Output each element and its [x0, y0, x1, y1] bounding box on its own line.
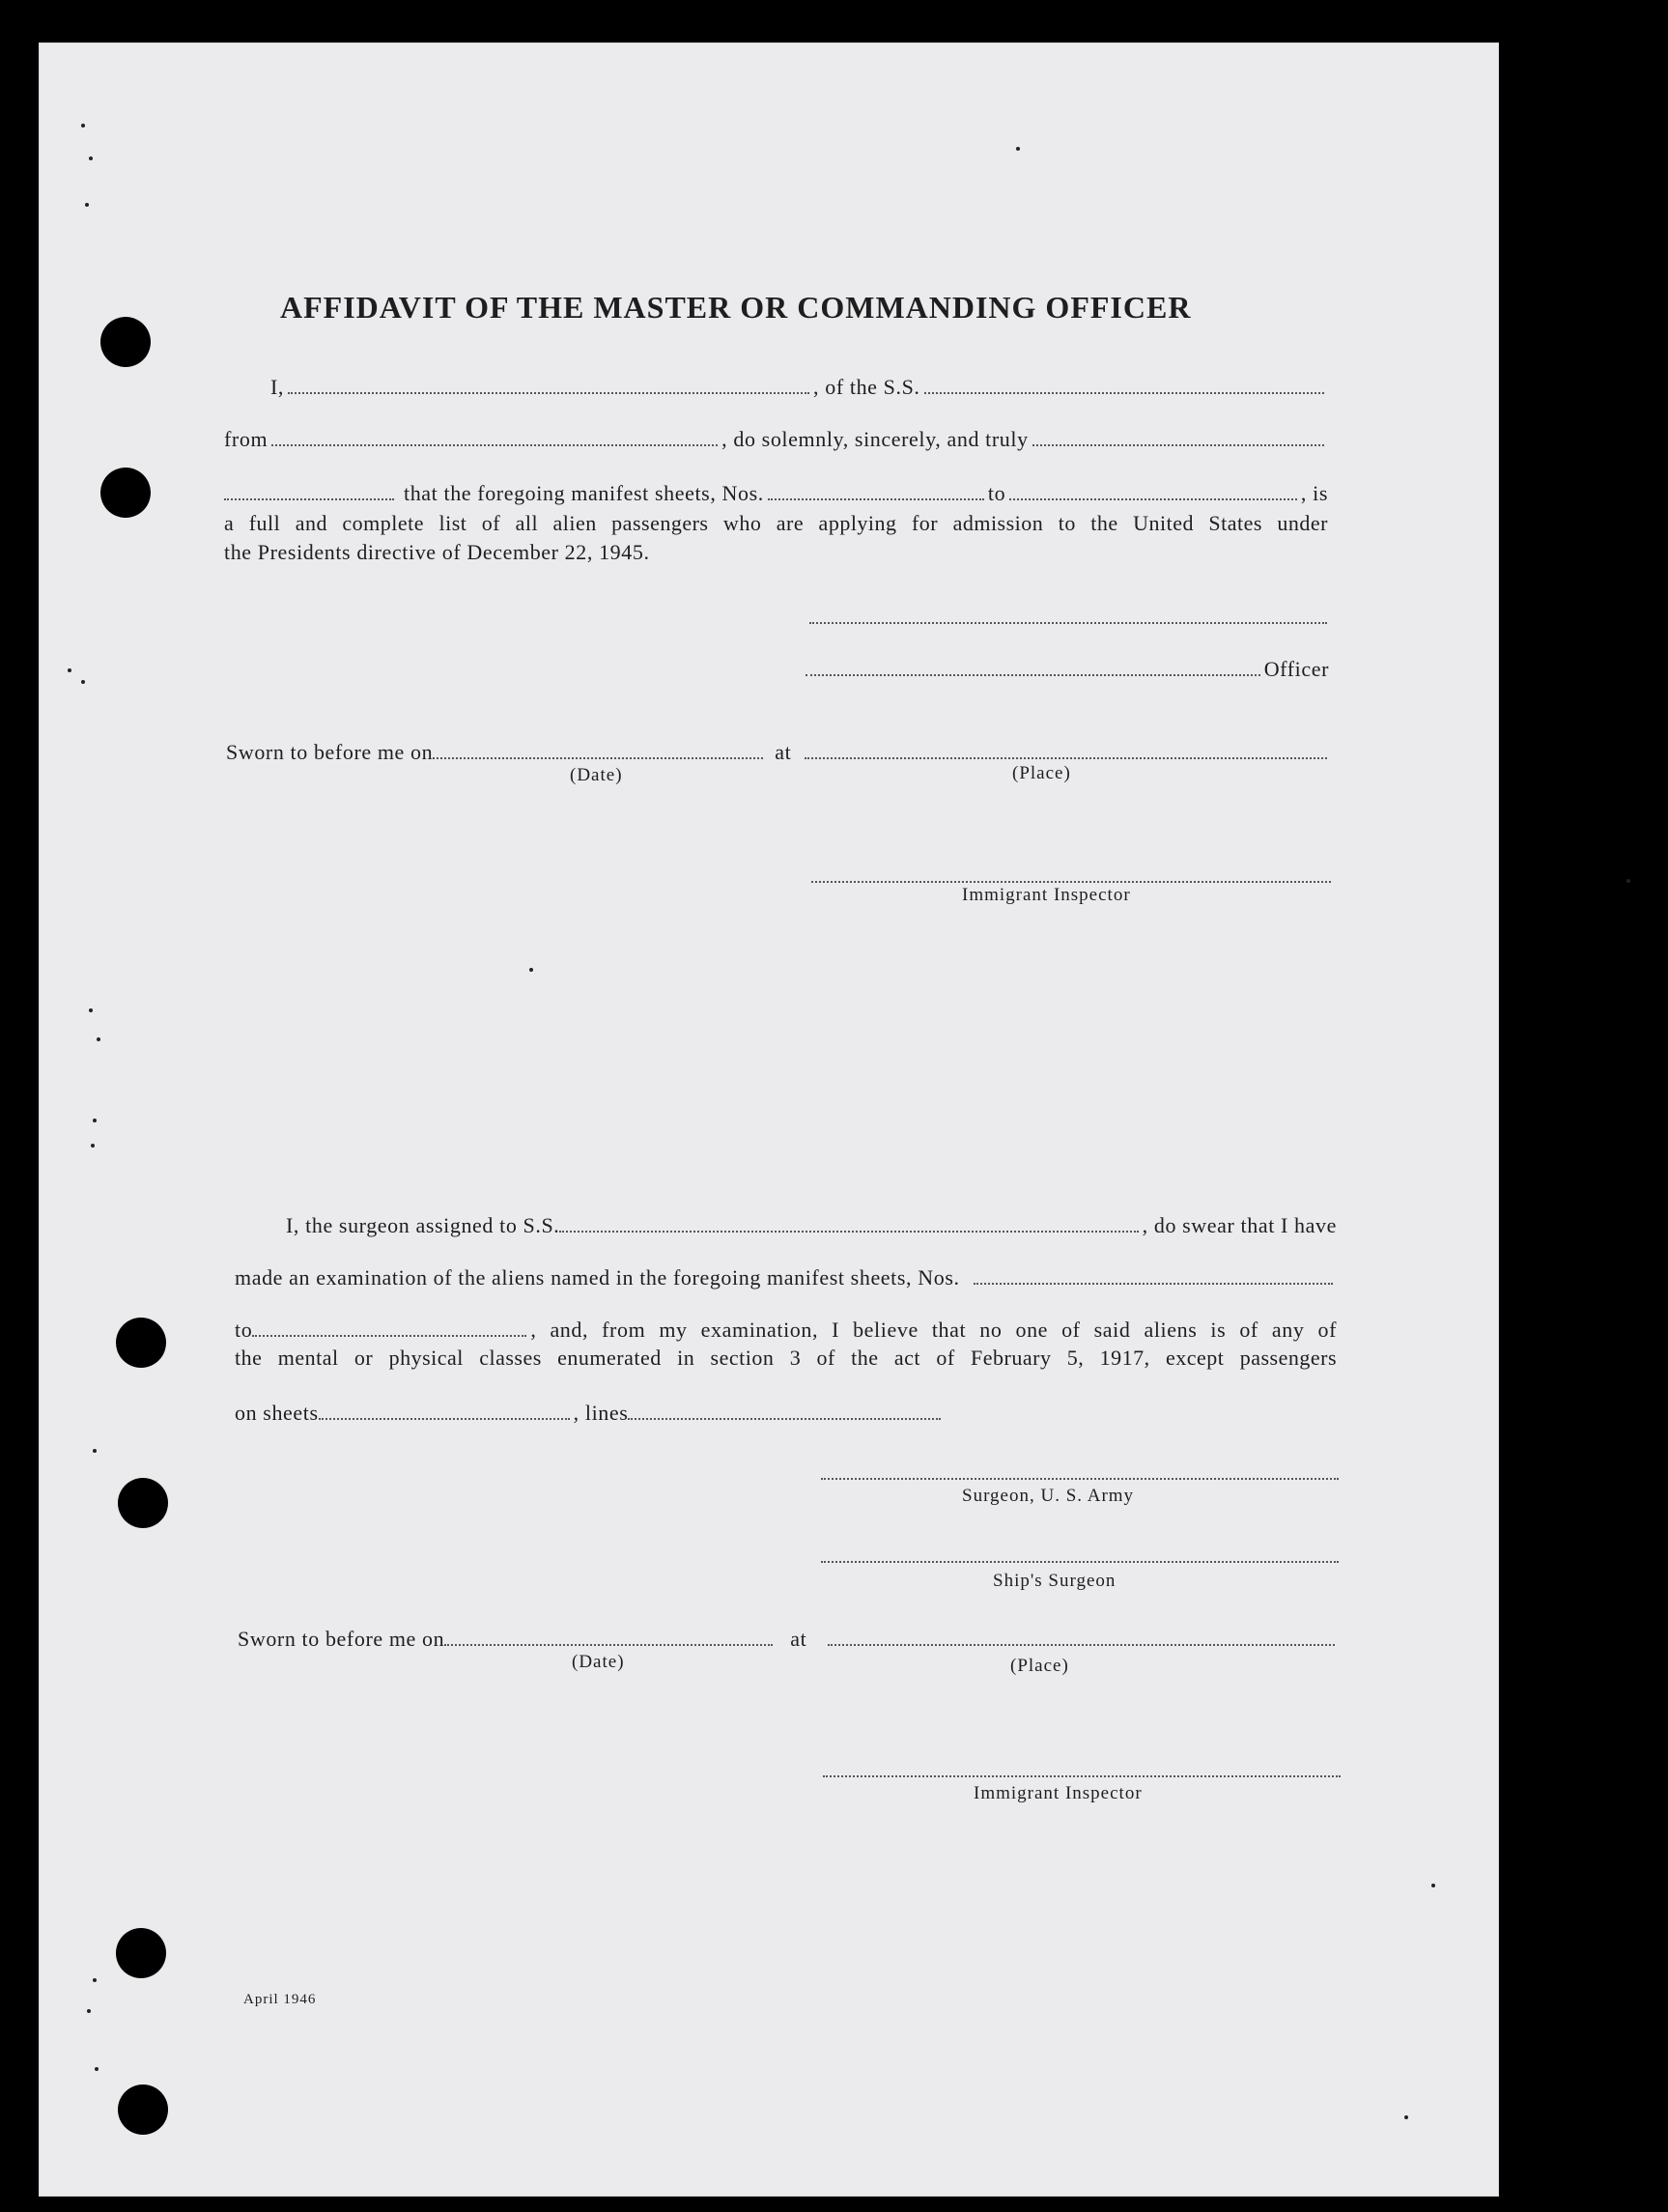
sheets-from-field[interactable] — [768, 498, 984, 500]
surgeon-belief-line — [235, 1318, 1337, 1343]
master-at-label: at — [775, 740, 792, 764]
exception-lines-field[interactable] — [628, 1418, 941, 1420]
surgeon-ship-line — [286, 1213, 1337, 1238]
punch-hole — [100, 317, 151, 367]
punch-hole — [116, 1928, 166, 1978]
ships-surgeon-caption: Ship's Surgeon — [993, 1571, 1117, 1591]
master-inspector-signature-field[interactable] — [811, 881, 1331, 883]
speck — [93, 1978, 97, 1982]
speck — [81, 680, 85, 684]
master-line2-mid: , do solemnly, sincerely, and truly — [721, 427, 1029, 451]
surgeon-line1-prefix: I, the surgeon assigned to S.S. — [286, 1213, 560, 1237]
speck — [1404, 2115, 1408, 2119]
surgeon-sheets-from-field[interactable] — [974, 1283, 1333, 1285]
army-surgeon-signature-field[interactable] — [821, 1478, 1339, 1480]
sheets-to-field[interactable] — [1009, 498, 1297, 500]
master-sheets-line — [224, 481, 1328, 506]
master-line2-prefix: from — [224, 427, 269, 451]
surgeon-line2-prefix: made an examination of the aliens named in the foregoing manifest sheets, Nos. — [235, 1265, 960, 1290]
punch-hole — [116, 1318, 166, 1368]
surgeon-line3-suffix: , and, from my examination, I believe that no one of said aliens is of any of — [530, 1318, 1337, 1342]
surgeon-sworn-place-field[interactable] — [828, 1644, 1335, 1646]
surgeon-line4-prefix: on sheets — [235, 1401, 319, 1425]
master-place-caption: (Place) — [1012, 763, 1071, 783]
master-line3-to: to — [987, 481, 1006, 505]
officer-signature-field[interactable] — [806, 674, 1260, 676]
surgeon-inspector-signature-field[interactable] — [823, 1775, 1341, 1777]
surgeon-sworn-date-field[interactable] — [444, 1644, 773, 1646]
surgeon-date-caption: (Date) — [572, 1652, 625, 1672]
surgeon-line4-mid: , lines — [573, 1401, 629, 1425]
speck — [68, 668, 71, 672]
speck — [95, 2067, 99, 2071]
surgeon-statement-text: the mental or physical classes enumerated in section 3 of the act of February 5, 1917, except passengers — [235, 1346, 1337, 1370]
from-port-field[interactable] — [271, 444, 718, 446]
punch-hole — [118, 2084, 168, 2135]
master-inspector-caption: Immigrant Inspector — [962, 885, 1131, 905]
master-statement-line2: the Presidents directive of December 22, 1945. — [224, 540, 650, 564]
speck — [81, 124, 85, 128]
speck — [1016, 147, 1020, 151]
speck — [93, 1449, 97, 1453]
surgeon-inspector-caption: Immigrant Inspector — [974, 1783, 1143, 1803]
master-sworn-line — [226, 740, 1331, 765]
army-surgeon-caption: Surgeon, U. S. Army — [962, 1486, 1135, 1506]
speck — [89, 156, 93, 160]
surgeon-at-label: at — [790, 1627, 807, 1651]
surgeon-exam-line — [235, 1265, 1337, 1290]
page-title: AFFIDAVIT OF THE MASTER OR COMMANDING OFFICER — [280, 290, 1192, 325]
speck — [87, 2009, 91, 2013]
form-page — [39, 43, 1499, 2197]
master-name-field[interactable] — [288, 392, 809, 394]
master-line3-prefix: that the foregoing manifest sheets, Nos. — [404, 481, 764, 505]
speck — [97, 1037, 100, 1041]
ship-name-field[interactable] — [924, 392, 1324, 394]
ships-surgeon-signature-field[interactable] — [821, 1561, 1339, 1563]
speck — [1431, 1884, 1435, 1887]
surgeon-sheets-to-field[interactable] — [252, 1335, 526, 1337]
master-from-line — [224, 427, 1328, 452]
surgeon-sworn-label: Sworn to before me on — [238, 1627, 445, 1651]
master-line1-prefix: I, — [270, 375, 285, 399]
oath-type-continued-field[interactable] — [224, 498, 394, 500]
surgeon-exceptions-line — [235, 1401, 945, 1426]
master-line3-suffix: , is — [1300, 481, 1328, 505]
officer-signature-line — [806, 657, 1329, 682]
surgeon-line3-prefix: to — [235, 1318, 253, 1342]
punch-hole — [118, 1478, 168, 1528]
surgeon-ship-field[interactable] — [559, 1231, 1138, 1233]
form-edition-date: April 1946 — [243, 1992, 317, 2007]
speck — [1626, 879, 1630, 883]
master-statement — [224, 509, 1328, 538]
master-name-line — [270, 375, 1328, 400]
officer-label: Officer — [1263, 657, 1329, 681]
speck — [529, 968, 533, 972]
oath-type-field[interactable] — [1032, 444, 1324, 446]
speck — [91, 1144, 95, 1148]
surgeon-place-caption: (Place) — [1010, 1656, 1069, 1676]
speck — [85, 203, 89, 207]
signature-line-1[interactable] — [809, 622, 1327, 624]
master-sworn-label: Sworn to before me on — [226, 740, 434, 764]
surgeon-sworn-line — [238, 1627, 1339, 1652]
master-date-caption: (Date) — [570, 765, 623, 785]
speck — [93, 1119, 97, 1122]
surgeon-statement-line2 — [235, 1344, 1337, 1373]
master-line1-mid: , of the S.S. — [813, 375, 920, 399]
master-sworn-place-field[interactable] — [805, 757, 1327, 759]
master-statement-line1: a full and complete list of all alien passengers who are applying for admission to the United States under — [224, 511, 1328, 535]
master-sworn-date-field[interactable] — [433, 757, 763, 759]
exception-sheets-field[interactable] — [319, 1418, 570, 1420]
speck — [89, 1008, 93, 1012]
punch-hole — [100, 468, 151, 518]
surgeon-line1-suffix: , do swear that I have — [1142, 1213, 1337, 1237]
